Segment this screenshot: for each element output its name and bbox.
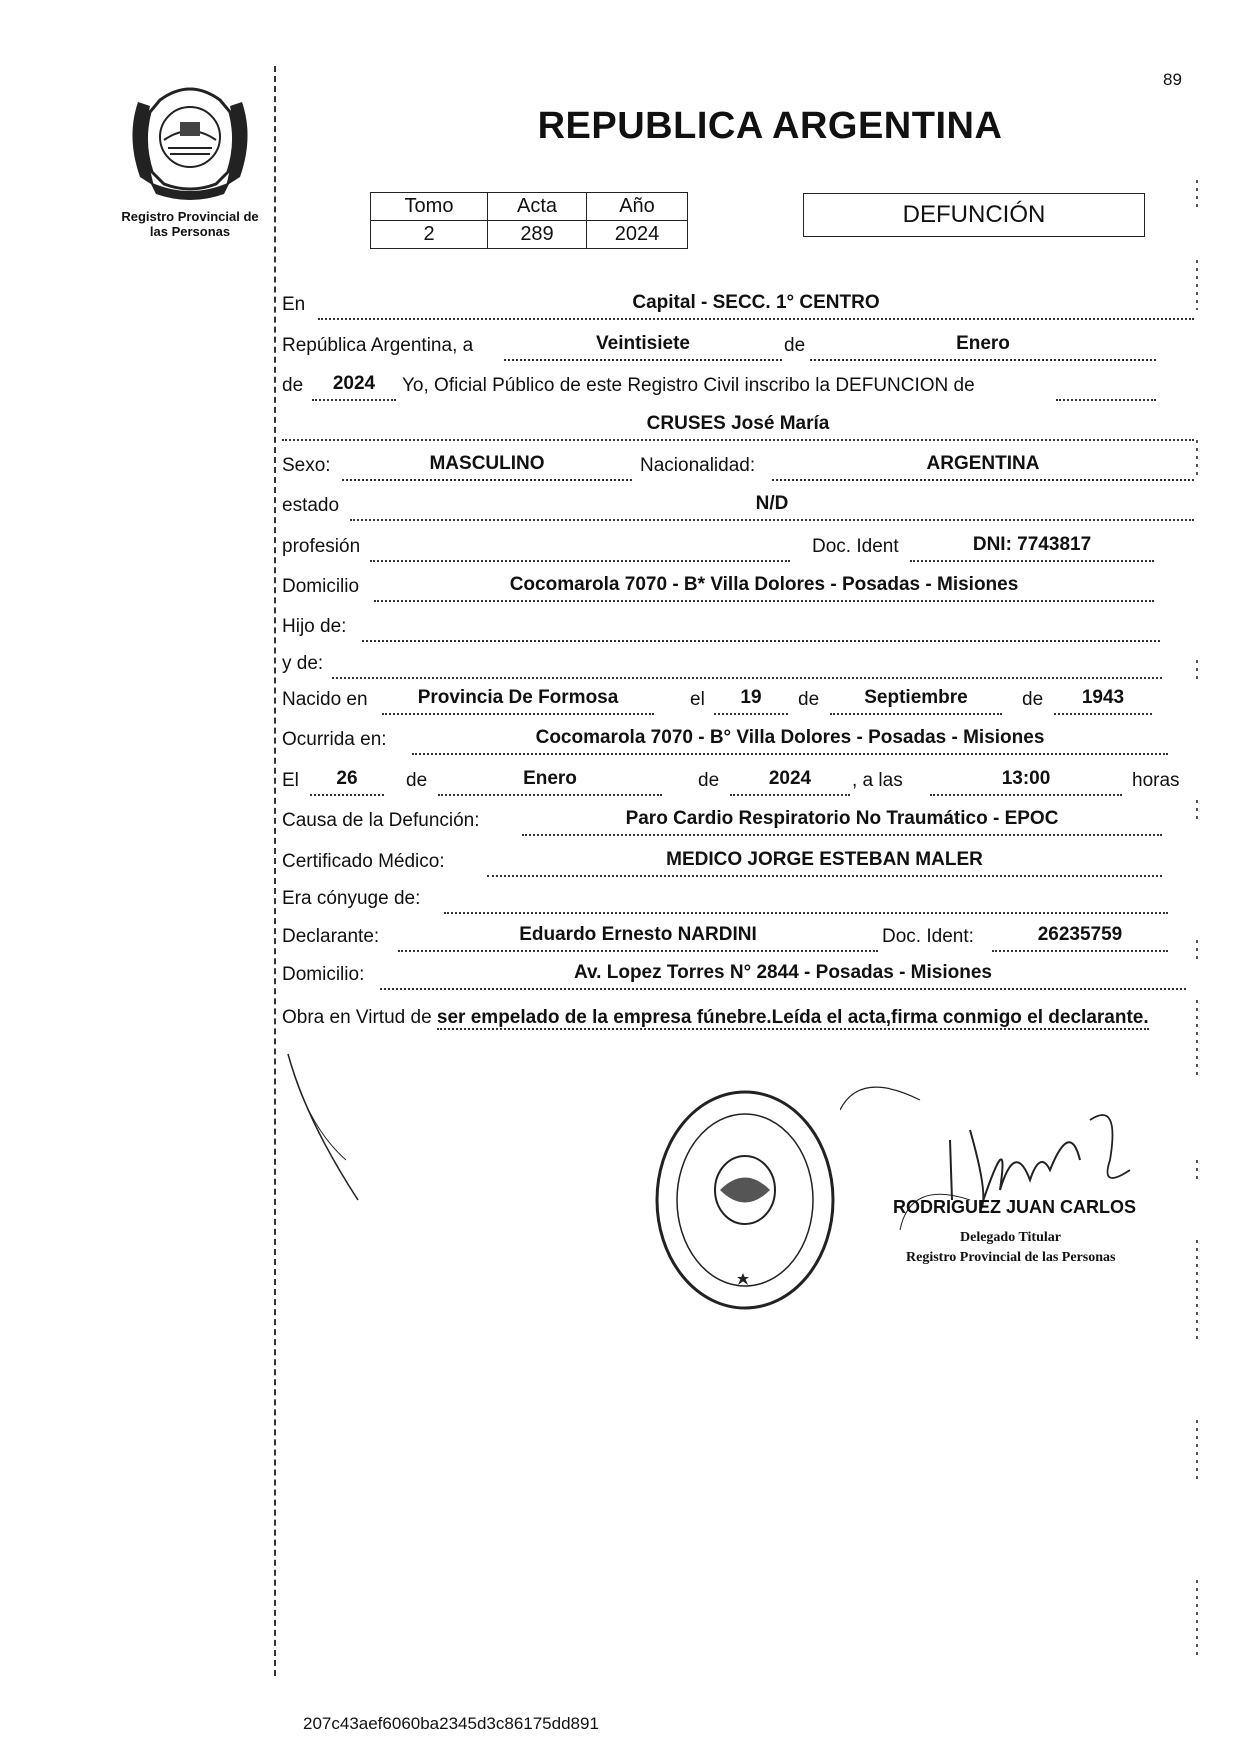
line-conyuge (282, 886, 1192, 916)
nacido-anio: 1943 (1054, 687, 1152, 715)
domicilio-declarante-value: Av. Lopez Torres N° 2844 - Posadas - Misiones (380, 962, 1186, 990)
obra-prefix: Obra en Virtud de (282, 1007, 432, 1028)
margin-scan-marks (1195, 180, 1199, 1660)
page-number: 89 (1163, 70, 1182, 89)
line-en (282, 292, 1192, 322)
official-name: RODRIGUEZ JUAN CARLOS (893, 1197, 1137, 1217)
line-ocurrida (282, 727, 1192, 757)
anio-value: 2024 (587, 221, 688, 249)
fecha-de-label: de (784, 335, 806, 356)
fecha-dia: Veintisiete (504, 333, 782, 361)
line-hijo-de (282, 614, 1192, 644)
line-certificado (282, 849, 1192, 879)
inscripcion-blank (1056, 373, 1156, 401)
tomo-label: Tomo (371, 193, 488, 221)
y-de-value (332, 651, 1162, 679)
el-anio: 2024 (730, 768, 850, 796)
deceased-name: CRUSES José María (282, 413, 1194, 441)
line-y-de (282, 651, 1192, 681)
causa-label: Causa de la Defunción: (282, 810, 480, 831)
el-mes: Enero (438, 768, 662, 796)
inscripcion-text: Yo, Oficial Público de este Registro Civil inscribo la DEFUNCION de (402, 375, 975, 396)
declarante-label: Declarante: (282, 926, 380, 947)
en-value: Capital - SECC. 1° CENTRO (318, 292, 1194, 320)
line-domicilio-declarante (282, 962, 1192, 992)
profesion-label: profesión (282, 536, 361, 557)
el-de-label: de (406, 770, 428, 791)
domicilio-value: Cocomarola 7070 - B* Villa Dolores - Posadas - Misiones (374, 574, 1154, 602)
line-declarante (282, 924, 1192, 954)
conyuge-value (444, 886, 1168, 914)
line-el (282, 768, 1192, 798)
certificado-value: MEDICO JORGE ESTEBAN MALER (487, 849, 1162, 877)
el-hora: 13:00 (930, 768, 1122, 796)
doc-ident-label: Doc. Ident (812, 536, 899, 557)
estado-label: estado (282, 495, 340, 516)
certificado-label: Certificado Médico: (282, 851, 445, 872)
nacionalidad-value: ARGENTINA (772, 453, 1194, 481)
el-horas-label: horas (1132, 770, 1180, 791)
line-nombre (282, 413, 1192, 443)
line-causa (282, 808, 1192, 838)
nacido-label: Nacido en (282, 689, 368, 710)
acta-label: Acta (488, 193, 587, 221)
line-nacido (282, 687, 1192, 717)
inscripcion-anio: 2024 (312, 373, 396, 401)
declarante-doc-label: Doc. Ident: (882, 926, 974, 947)
nacido-lugar: Provincia De Formosa (382, 687, 654, 715)
acta-value: 289 (488, 221, 587, 249)
closing-stroke (286, 1050, 366, 1210)
document-type-box: DEFUNCIÓN (803, 193, 1145, 237)
nacido-dia: 19 (714, 687, 788, 715)
declarante-doc-value: 26235759 (992, 924, 1168, 952)
en-label: En (282, 294, 306, 315)
line-sexo (282, 453, 1192, 483)
sexo-value: MASCULINO (342, 453, 632, 481)
el-de2-label: de (698, 770, 720, 791)
fecha-label: República Argentina, a (282, 335, 474, 356)
line-domicilio (282, 574, 1192, 604)
hijo-de-value (362, 614, 1160, 642)
declarante-value: Eduardo Ernesto NARDINI (398, 924, 878, 952)
doc-ident-value: DNI: 7743817 (910, 534, 1154, 562)
ocurrida-label: Ocurrida en: (282, 729, 387, 750)
nacido-mes: Septiembre (830, 687, 1002, 715)
margin-line (274, 66, 276, 1676)
nacionalidad-label: Nacionalidad: (640, 455, 756, 476)
domicilio-declarante-label: Domicilio: (282, 964, 365, 985)
el-dia: 26 (310, 768, 384, 796)
fecha-mes: Enero (810, 333, 1156, 361)
domicilio-label: Domicilio (282, 576, 360, 597)
document-title: REPUBLICA ARGENTINA (537, 105, 1003, 147)
el-label: El (282, 770, 299, 791)
nacido-el-label: el (690, 689, 705, 710)
estado-value: N/D (350, 493, 1194, 521)
line-fecha (282, 333, 1192, 363)
misiones-crest-logo (120, 82, 260, 202)
line-profesion (282, 534, 1192, 564)
hijo-de-label: Hijo de: (282, 616, 347, 637)
obra-paragraph (282, 1001, 1192, 1035)
nacido-de-label: de (798, 689, 820, 710)
tomo-value: 2 (371, 221, 488, 249)
reference-table (370, 192, 688, 249)
sexo-label: Sexo: (282, 455, 331, 476)
inscripcion-de-label: de (282, 375, 304, 396)
causa-value: Paro Cardio Respiratorio No Traumático - EPOC (522, 808, 1162, 836)
profesion-value (370, 534, 790, 562)
official-seal-stamp-icon (650, 1085, 840, 1315)
anio-label: Año (587, 193, 688, 221)
nacido-de2-label: de (1022, 689, 1044, 710)
y-de-label: y de: (282, 653, 324, 674)
line-estado (282, 493, 1192, 523)
line-inscripcion (282, 373, 1192, 403)
obra-text: ser empelado de la empresa fúnebre.Leída el acta,firma conmigo el declarante. (436, 1007, 1149, 1028)
document-hash: 207c43aef6060ba2345d3c86175dd891 (303, 1714, 599, 1733)
official-office: Registro Provincial de las Personas (906, 1250, 1116, 1265)
registry-name: Registro Provincial de las Personas (121, 209, 259, 239)
ocurrida-value: Cocomarola 7070 - B° Villa Dolores - Posadas - Misiones (412, 727, 1168, 755)
el-hora-label: , a las (852, 770, 903, 791)
official-role: Delegado Titular (960, 1230, 1061, 1245)
conyuge-label: Era cónyuge de: (282, 888, 421, 909)
